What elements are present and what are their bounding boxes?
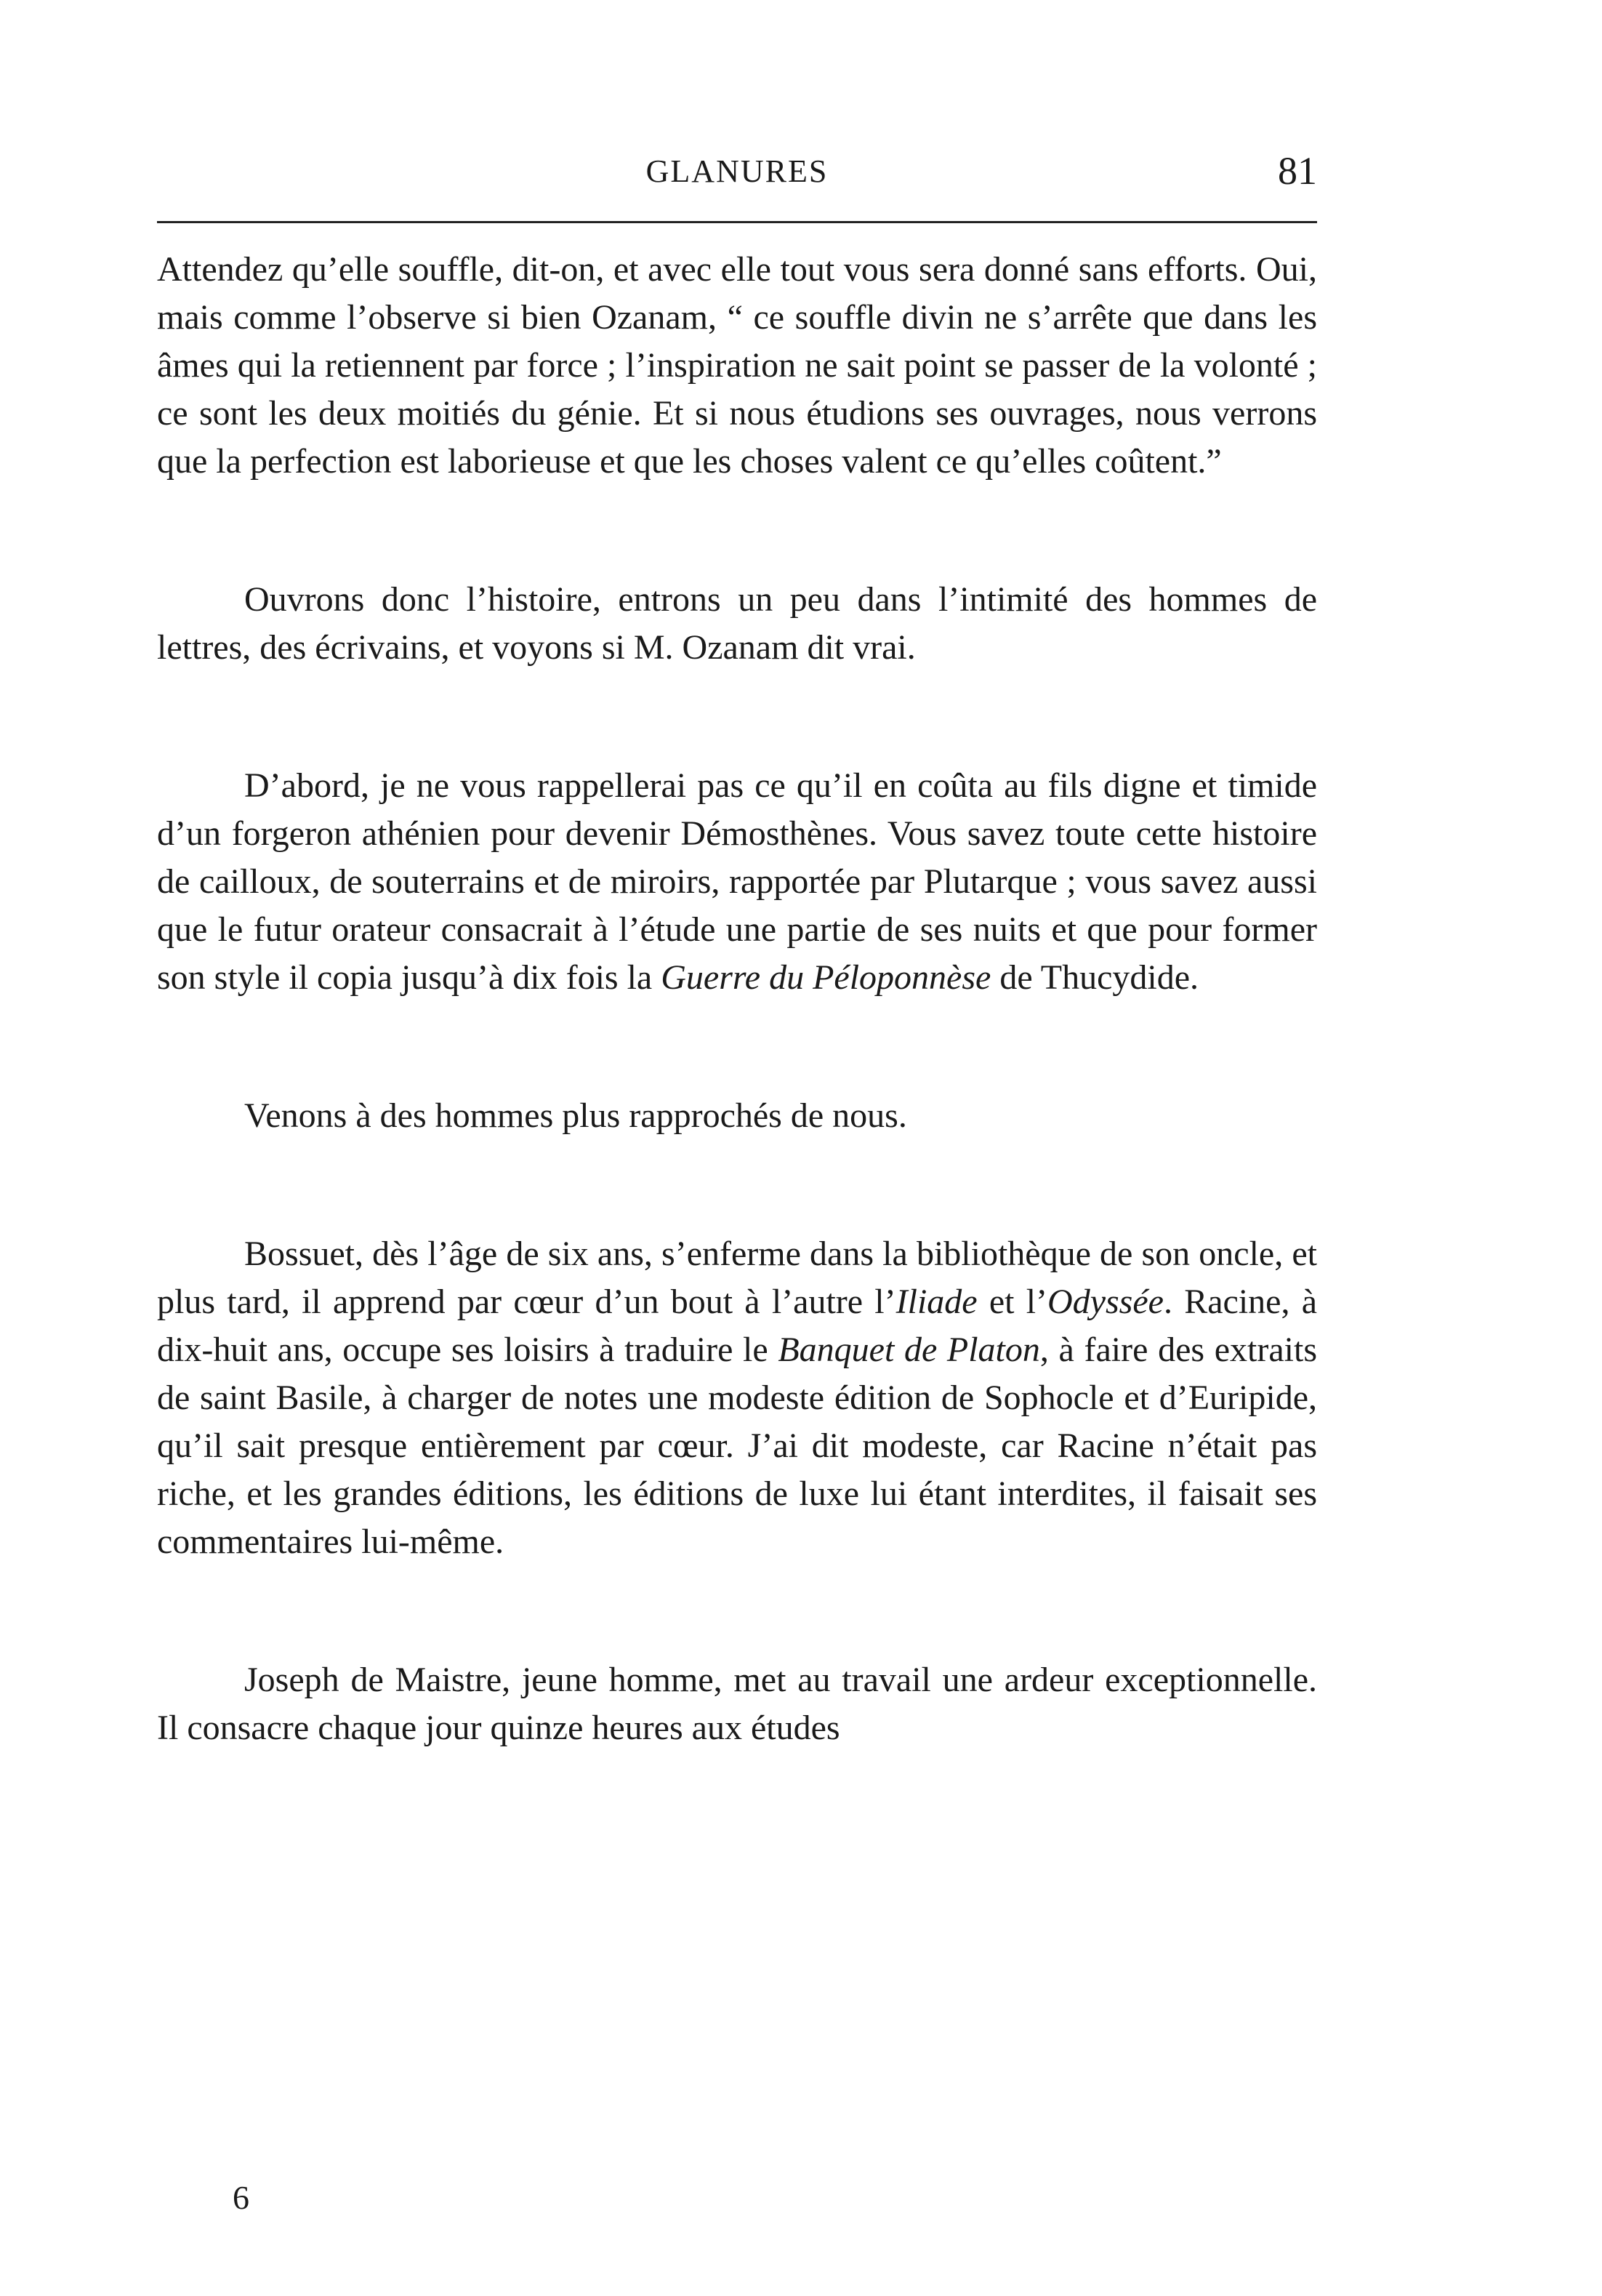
book-title-banquet-de-platon: Banquet de Platon [778, 1330, 1040, 1369]
paragraph-4-text: Venons à des hommes plus rapprochés de nous. [244, 1096, 907, 1135]
paragraph-1 [157, 246, 1317, 486]
running-head [157, 145, 1317, 196]
body-text [157, 246, 1317, 1752]
header-rule [157, 221, 1317, 223]
paragraph-6-text: Joseph de Maistre, jeune homme, met au travail une ardeur exceptionnelle. Il consacre chaque jour quinze heures aux études [157, 1661, 1317, 1747]
paragraph-6 [157, 1656, 1317, 1752]
paragraph-3-text-b: de Thucydide. [991, 958, 1199, 997]
paragraph-5-text-c: . Racine, à dix-huit ans, occupe ses loisirs à traduire le [157, 1283, 1317, 1369]
paragraph-5 [157, 1230, 1317, 1566]
book-title-guerre-du-peloponnese: Guerre du Péloponnèse [661, 958, 991, 997]
paragraph-5-text-d: , à faire des extraits de saint Basile, à charger de notes une modeste édition de Sophocle et d’Euripide, qu’il sait presque entièrement par cœur. J’ai dit modeste, car Racine n’était pas riche, et les grandes éditions, les éditions de luxe lui étant interdites, il faisait ses commentaires lui-même. [157, 1330, 1318, 1561]
paragraph-5-text-b: et l’ [977, 1283, 1048, 1321]
paragraph-5-text-a: Bossuet, dès l’âge de six ans, s’enferme dans la bibliothèque de son oncle, et plus tard, il apprend par cœur d’un bout à l’autre l’ [157, 1235, 1317, 1321]
book-title-iliade: Iliade [895, 1283, 978, 1321]
paragraph-2 [157, 576, 1317, 672]
paragraph-3-text-a: D’abord, je ne vous rappellerai pas ce qu’il en coûta au fils digne et timide d’un forgeron athénien pour devenir Démosthènes. Vous savez toute cette histoire de cailloux, de souterrains et de miroirs, rapportée par Plutarque ; vous savez aussi que le futur orateur consacrait à l’étude une partie de ses nuits et que pour former son style il copia jusqu’à dix fois la [157, 766, 1317, 997]
paragraph-3 [157, 762, 1317, 1002]
page-number: 81 [1278, 149, 1317, 193]
running-title: GLANURES [645, 153, 829, 189]
book-title-odyssee: Odyssée [1047, 1283, 1164, 1321]
paragraph-1-text: Attendez qu’elle souffle, dit-on, et avec elle tout vous sera donné sans efforts. Oui, mais comme l’observe si bien Ozanam, “ ce souffle divin ne s’arrête que dans les âmes qui la retiennent par force ; l’inspiration ne sait point se passer de la volonté ; ce sont les deux moitiés du génie. Et si nous étudions ses ouvrages, nous verrons que la perfection est laborieuse et que les choses valent ce qu’elles coûtent.” [157, 250, 1317, 481]
paragraph-4 [157, 1092, 1317, 1140]
signature-mark: 6 [233, 2179, 249, 2216]
paragraph-2-text: Ouvrons donc l’histoire, entrons un peu dans l’intimité des hommes de lettres, des écrivains, et voyons si M. Ozanam dit vrai. [157, 580, 1317, 667]
